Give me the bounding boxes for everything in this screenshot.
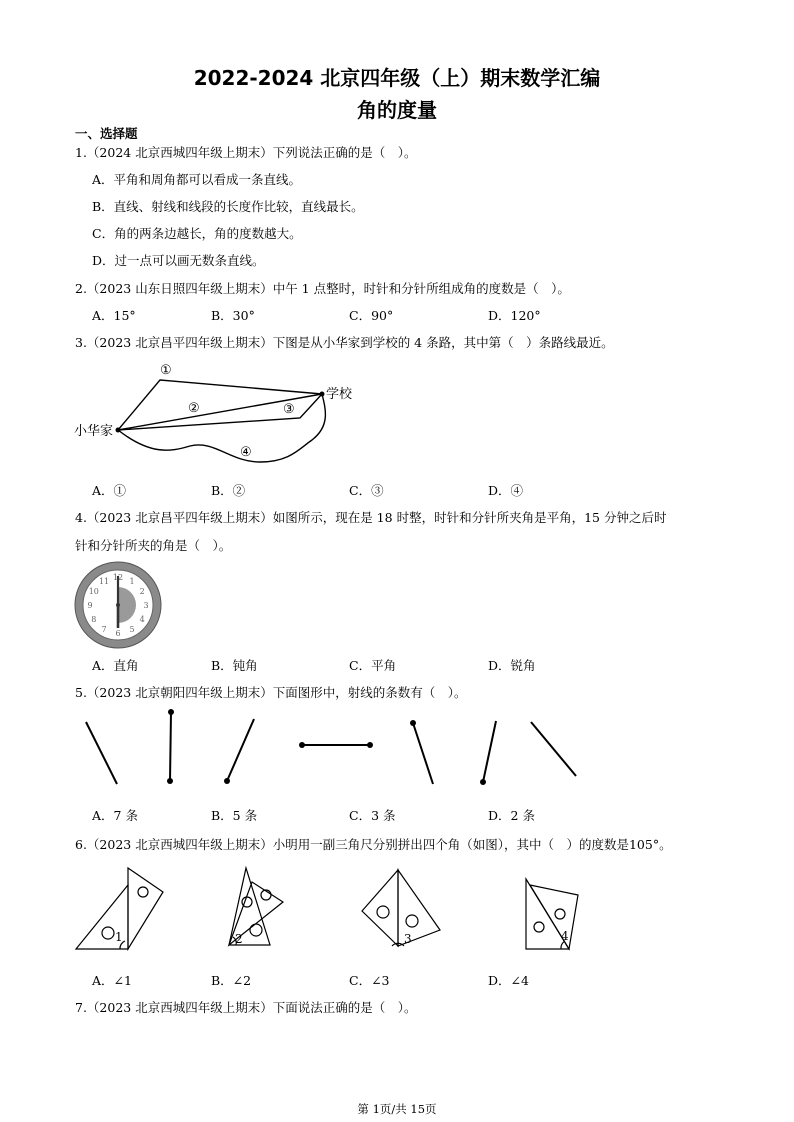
question-5-option-c: C．3 条 [349,808,396,823]
section-heading: 一、选择题 [75,126,138,141]
page-footer: 第 1页/共 15页 [357,1102,437,1116]
question-1-option-b: B．直线、射线和线段的长度作比较，直线最长。 [92,199,364,214]
angle-label-4: 4 [561,929,569,943]
angle-label-1: 1 [115,930,123,944]
question-2-stem: 2.（2023 山东日照四年级上期末）中午 1 点整时，时针和分针所组成角的度数是（ ）。 [75,281,570,296]
question-3-option-a: A．① [92,483,127,498]
clock-numeral: 5 [129,625,135,635]
question-7-stem: 7.（2023 北京西城四年级上期末）下面说法正确的是（ ）。 [75,1000,417,1015]
route-label-4: ④ [240,445,252,460]
question-4-option-a: A．直角 [92,658,139,673]
question-2-option-c: C．90° [349,308,394,323]
question-6-option-b: B．∠2 [211,973,252,988]
clock-numeral: 6 [115,629,121,638]
question-6-stem: 6.（2023 北京西城四年级上期末）小明用一副三角尺分别拼出四个角（如图），其中（ ）的度数是105°。 [75,837,672,852]
clock-numeral: 8 [91,615,97,624]
document-subtitle: 角的度量 [357,98,437,122]
question-4-option-b: B．钝角 [211,658,258,673]
clock-numeral: 4 [139,615,145,624]
ruler-figure-3 [362,870,440,946]
question-3-stem: 3.（2023 北京昌平四年级上期末）下图是从小华家到学校的 4 条路，其中第（ ）条路线最近。 [75,335,614,350]
question-2-option-d: D．120° [488,308,541,323]
ruler-figure-4 [526,879,578,949]
question-1-option-c: C．角的两条边越长，角的度数越大。 [92,226,302,241]
question-3-option-c: C．③ [349,483,384,498]
route-label-2: ② [188,401,200,416]
clock-numeral: 9 [87,601,93,610]
clock-numeral: 7 [101,625,107,635]
question-2-option-b: B．30° [211,308,255,323]
route-label-1: ① [160,363,172,378]
question-5-option-d: D．2 条 [488,808,535,823]
angle-label-3: 3 [404,932,412,946]
question-3-option-b: B．② [211,483,246,498]
clock-numeral: 3 [143,601,149,610]
question-1-stem: 1.（2024 北京西城四年级上期末）下列说法正确的是（ ）。 [75,145,417,160]
clock-numeral: 10 [88,587,99,596]
clock-numeral: 12 [112,573,124,582]
question-6-option-a: A．∠1 [92,973,132,988]
document-title: 2022-2024 北京四年级（上）期末数学汇编 [193,66,601,90]
clock-numeral: 1 [129,576,135,586]
question-5-option-a: A．7 条 [92,808,138,823]
question-4-stem-line2: 针和分针所夹的角是（ ）。 [75,538,232,553]
question-1-option-d: D．过一点可以画无数条直线。 [92,253,265,268]
clock-numeral: 2 [139,587,145,596]
clock-numeral: 11 [98,576,110,586]
question-2-option-a: A．15° [92,308,136,323]
question-4-option-d: D．锐角 [488,658,536,673]
question-1-option-a: A．平角和周角都可以看成一条直线。 [92,172,302,187]
route-label-3: ③ [283,402,295,417]
angle-label-2: 2 [235,932,243,946]
question-6-option-d: D．∠4 [488,973,529,988]
question-4-stem-line1: 4.（2023 北京昌平四年级上期末）如图所示，现在是 18 时整，时针和分针所夹角是平角，15 分钟之后时 [75,510,667,525]
question-5-stem: 5.（2023 北京朝阳四年级上期末）下面图形中，射线的条数有（ ）。 [75,685,467,700]
question-4-option-c: C．平角 [349,658,397,673]
question-3-option-d: D．④ [488,483,524,498]
question-5-option-b: B．5 条 [211,808,258,823]
question-6-option-c: C．∠3 [349,973,390,988]
school-label: 学校 [326,387,353,402]
home-label: 小华家 [74,424,114,439]
